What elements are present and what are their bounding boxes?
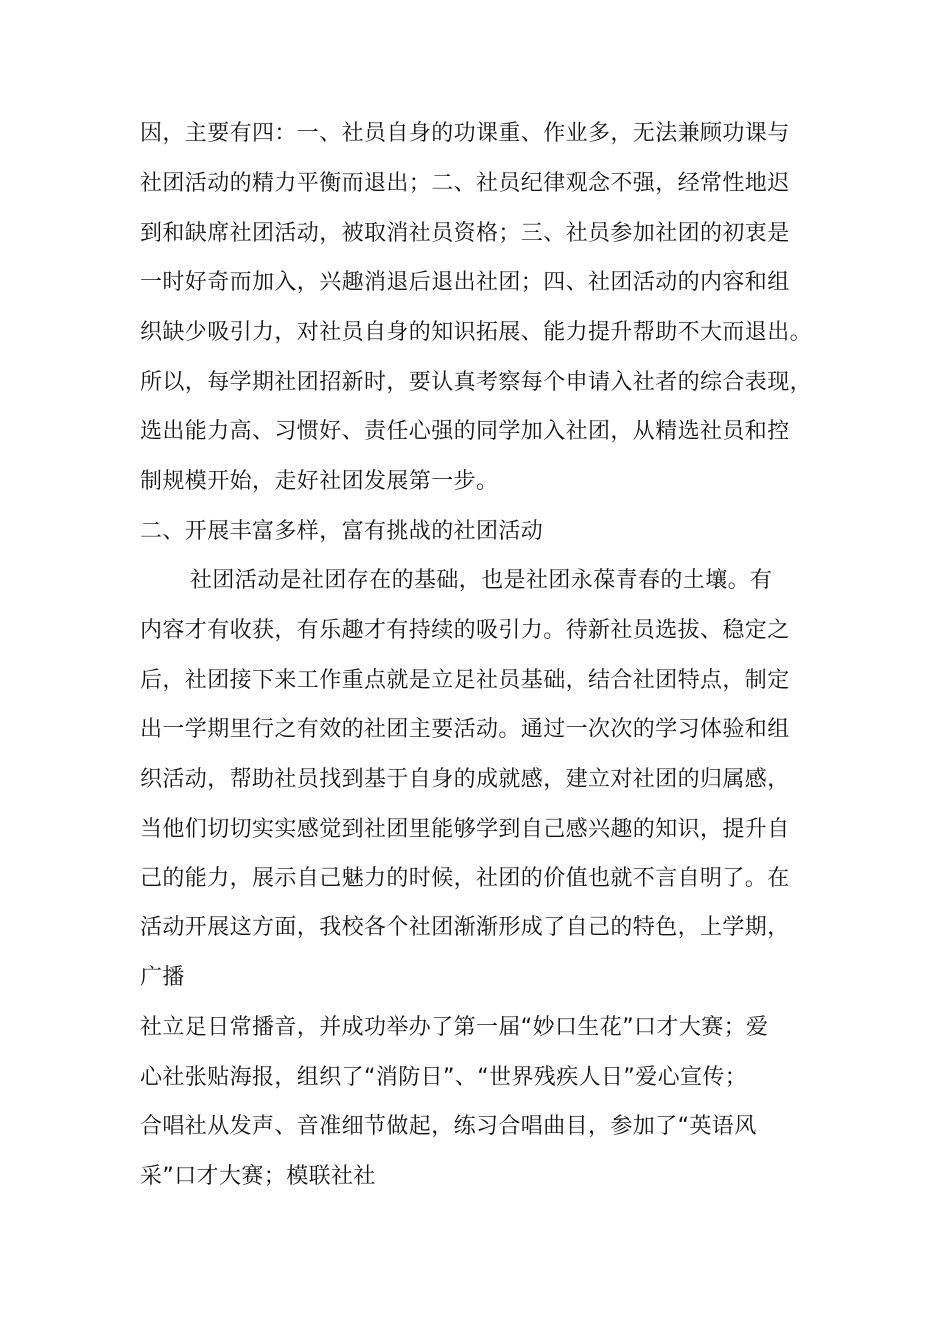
- paragraph-line-14: 当他们切切实实感觉到社团里能够学到自己感兴趣的知识，提升自: [140, 817, 790, 842]
- section-heading: 二、开展丰富多样，富有挑战的社团活动: [140, 519, 544, 544]
- paragraph-line-1: 因，主要有四：一、社员自身的功课重、作业多，无法兼顾功课与: [140, 121, 790, 146]
- paragraph-line-15: 己的能力，展示自己魅力的时候，社团的价值也就不言自明了。在: [140, 866, 790, 891]
- paragraph-line-3: 到和缺席社团活动，被取消社员资格；三、社员参加社团的初衷是: [140, 221, 790, 246]
- paragraph-line-16: 活动开展这方面，我校各个社团渐渐形成了自己的特色，上学期，: [140, 915, 790, 940]
- paragraph-line-7: 选出能力高、习惯好、责任心强的同学加入社团，从精选社员和控: [140, 419, 790, 444]
- paragraph-line-20: 合唱社从发声、音准细节做起，练习合唱曲目，参加了“英语风: [140, 1114, 757, 1139]
- paragraph-line-21: 采”口才大赛；模联社社: [140, 1164, 376, 1189]
- paragraph-line-17: 广播: [140, 965, 185, 990]
- paragraph-line-4: 一时好奇而加入，兴趣消退后退出社团；四、社团活动的内容和组: [140, 270, 790, 295]
- paragraph-line-19: 心社张贴海报，组织了“消防日”、“世界残疾人日”爱心宣传；: [140, 1065, 748, 1090]
- paragraph-line-18: 社立足日常播音，并成功举办了第一届“妙口生花”口才大赛；爱: [140, 1015, 769, 1040]
- paragraph-line-8: 制规模开始，走好社团发展第一步。: [140, 469, 499, 494]
- paragraph-line-10: 内容才有收获，有乐趣才有持续的吸引力。待新社员选拔、稳定之: [140, 618, 790, 643]
- paragraph-line-2: 社团活动的精力平衡而退出；二、社员纪律观念不强，经常性地迟: [140, 171, 790, 196]
- paragraph-line-9: 社团活动是社团存在的基础，也是社团永葆青春的土壤。有: [190, 568, 773, 593]
- paragraph-line-13: 织活动，帮助社员找到基于自身的成就感，建立对社团的归属感，: [140, 767, 790, 792]
- paragraph-line-11: 后，社团接下来工作重点就是立足社员基础，结合社团特点，制定: [140, 668, 790, 693]
- paragraph-line-5: 织缺少吸引力，对社员自身的知识拓展、能力提升帮助不大而退出。: [140, 320, 813, 345]
- paragraph-line-12: 出一学期里行之有效的社团主要活动。通过一次次的学习体验和组: [140, 717, 790, 742]
- paragraph-line-6: 所以，每学期社团招新时，要认真考察每个申请入社者的综合表现，: [140, 370, 813, 395]
